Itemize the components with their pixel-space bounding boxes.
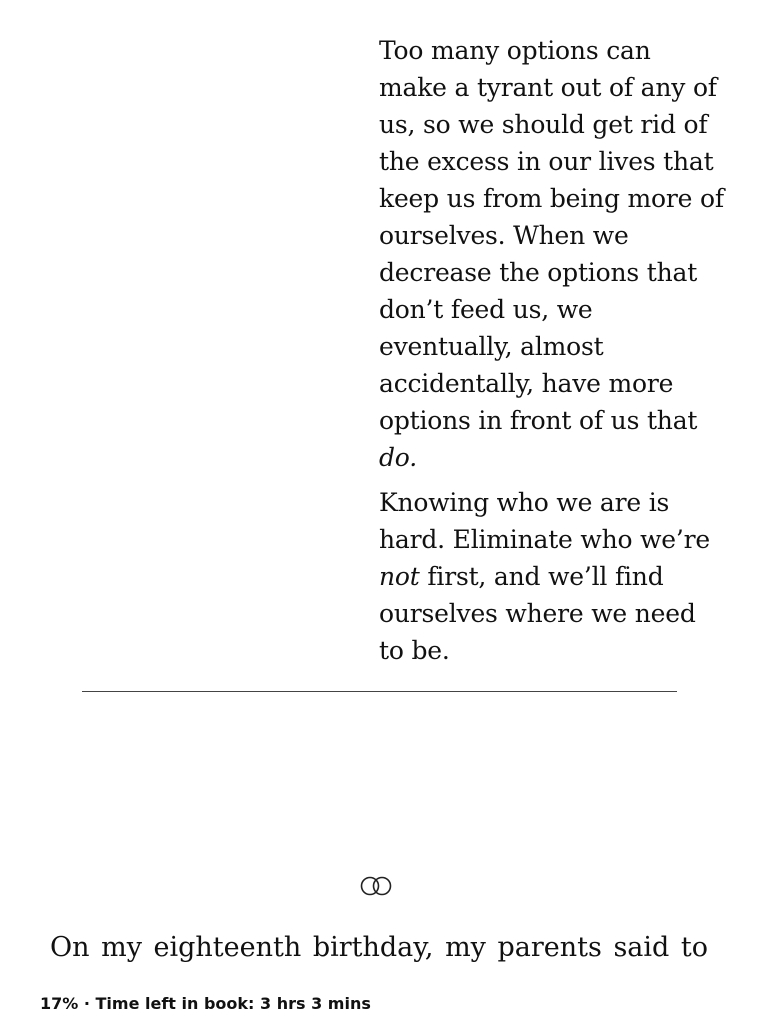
text-line: ourselves. When we: [379, 221, 629, 250]
sidebar-divider: [82, 691, 677, 692]
sidebar-paragraph-2: [379, 484, 719, 669]
emphasized-word: not: [379, 562, 420, 591]
text-line: hard. Eliminate who we’re: [379, 525, 710, 554]
text-line: the excess in our lives that: [379, 147, 714, 176]
text-line: to be.: [379, 636, 450, 665]
sidebar-text-column: [379, 32, 724, 669]
chapter-opening-text: On my eighteenth birthday, my parents said to: [50, 932, 708, 963]
text-line: decrease the options that: [379, 258, 698, 287]
text-line: [379, 439, 719, 476]
text-line: eventually, almost: [379, 332, 604, 361]
text-line: Too many options can: [379, 36, 651, 65]
text-fragment: first, and we’ll find: [419, 562, 664, 591]
sidebar-paragraph-1: [379, 32, 724, 476]
interlocking-rings-icon: [359, 876, 393, 896]
text-line: keep us from being more of: [379, 184, 724, 213]
text-line: make a tyrant out of any of: [379, 73, 717, 102]
reading-progress-footer[interactable]: 17% · Time left in book: 3 hrs 3 mins: [40, 994, 371, 1013]
text-line: ourselves where we need: [379, 599, 696, 628]
text-line: accidentally, have more: [379, 369, 674, 398]
emphasized-word: do.: [379, 443, 417, 472]
text-line: options in front of us that: [379, 406, 698, 435]
text-line: Knowing who we are is: [379, 488, 670, 517]
text-line: us, so we should get rid of: [379, 110, 708, 139]
text-line: don’t feed us, we: [379, 295, 593, 324]
text-line: [379, 558, 719, 595]
